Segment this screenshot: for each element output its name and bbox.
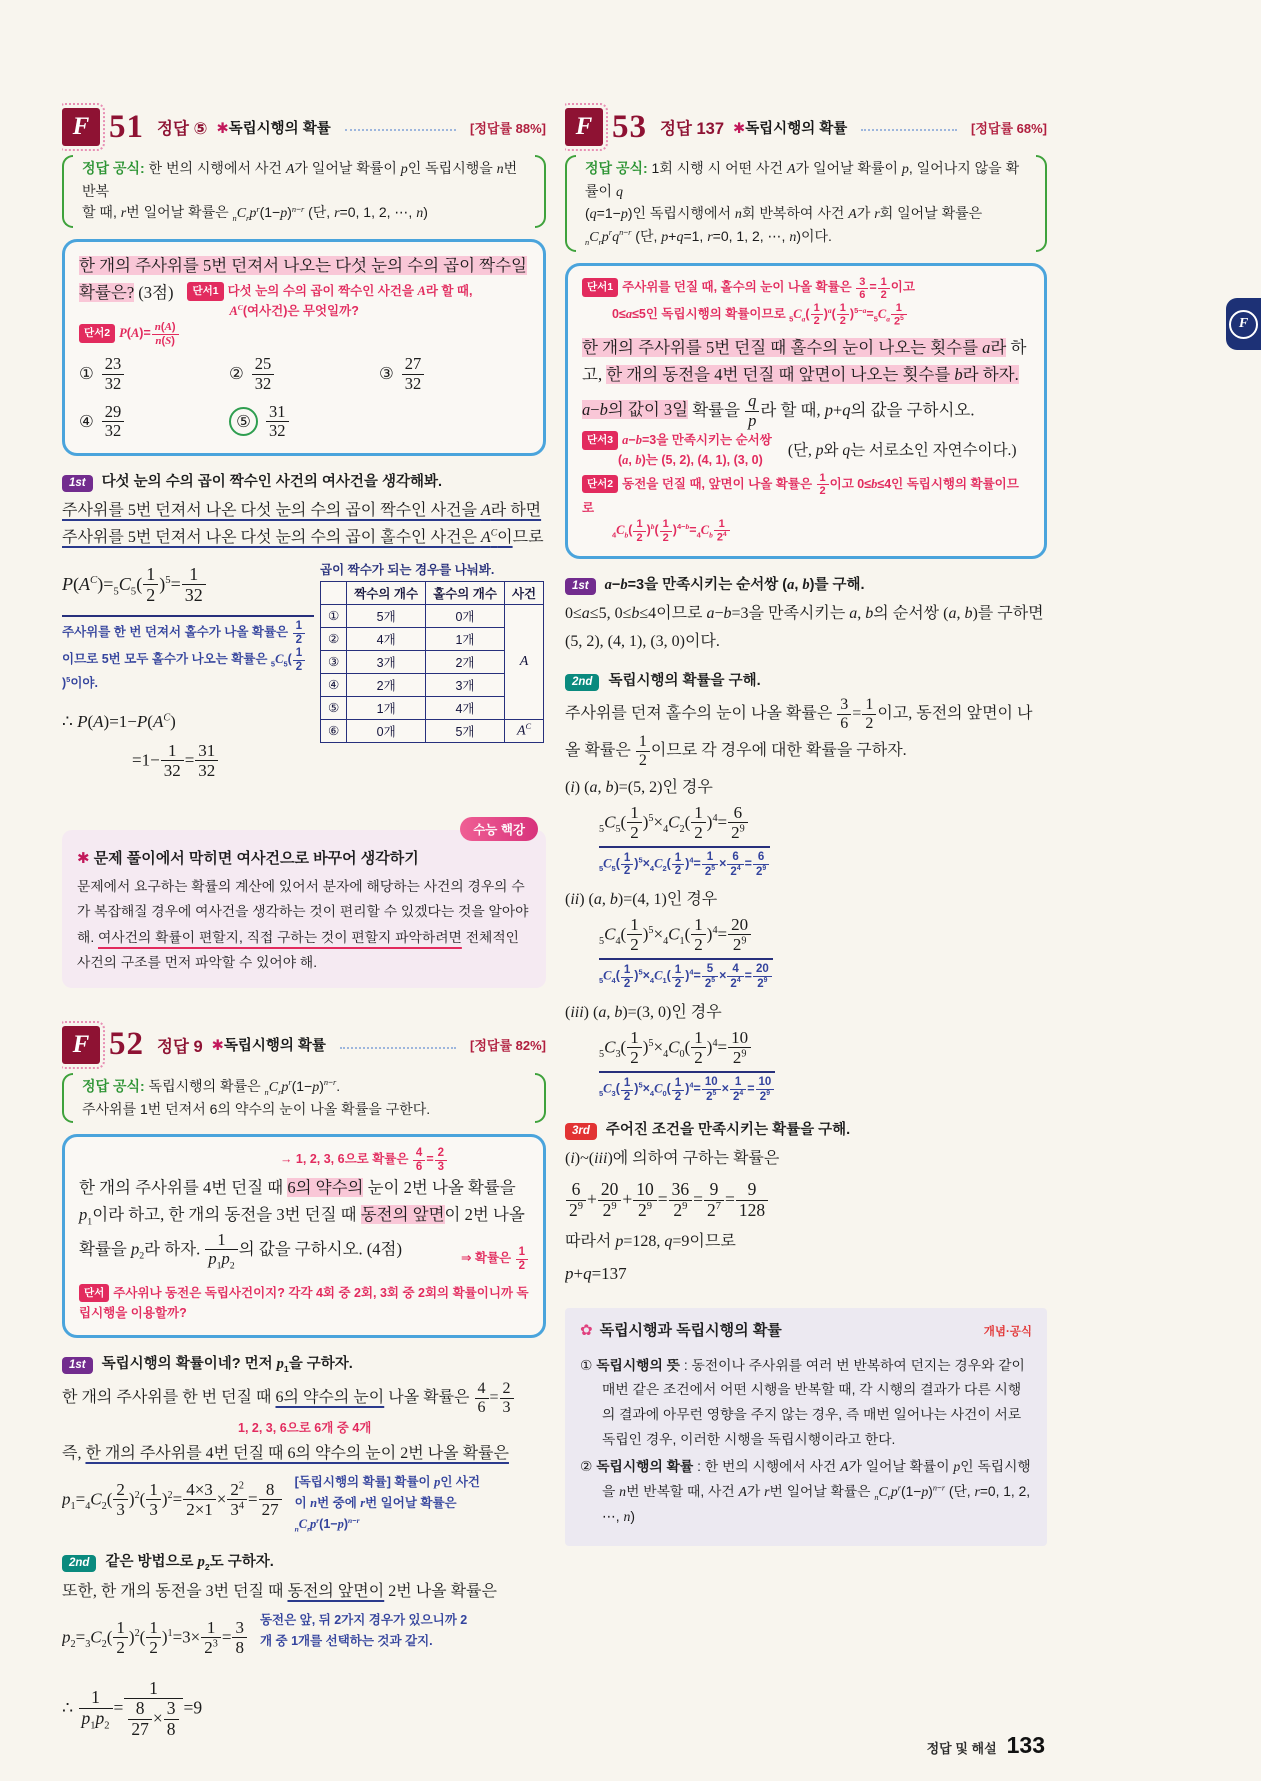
f52-problem-text: 한 개의 주사위를 4번 던질 때 6의 약수의 눈이 2번 나올 확률을 $p_1$이라 하고, 한 개의 동전을 3번 던질 때 동전의 앞면이 2번 나올 확률을 $p_2$라 하자. $\frac{1}{p_1p_2}$ 의 값을 구하시오. (4점) — [79, 1178, 525, 1272]
dotted-leader — [861, 129, 957, 131]
choice-4: ④ $\frac{29}{32}$ — [79, 403, 229, 441]
clue1-badge: 단서1 — [187, 282, 223, 301]
step2-badge: 2nd — [62, 1555, 96, 1572]
f51-note1: 주사위를 한 번 던져서 홀수가 나올 확률은 $\frac{1}{2}$ 이므로 5번 모두 홀수가 나오는 확률은 $_5C_5$( $\frac{1}{2}$ )$^5$이야. — [62, 615, 314, 695]
f52-topic: ✱독립시행의 확률 — [211, 1038, 326, 1055]
asterisk-icon: ✱ — [77, 849, 90, 867]
f53-step1-title: a−b=3을 만족시키는 순서쌍 (a, b)를 구해. — [604, 577, 865, 594]
f52-para2: 즉, 한 개의 주사위를 4번 던질 때 6의 약수의 눈이 2번 나올 확률은 — [62, 1445, 509, 1463]
table-row: ⑥ 0개 5개 $A^C$ — [321, 719, 544, 742]
f53-para2: 주사위를 던져 홀수의 눈이 나올 확률은 $\frac{3}{6}$ = $\frac{1}{2}$ 이고, 동전의 앞면이 나올 확률은 $\frac{1}{2}$ 이므로 각 경우에 대한 확률을 구하자. — [565, 696, 1033, 769]
f53-para1: 0≤a≤5, 0≤b≤4이므로 a−b=3을 만족시키는 a, b의 순서쌍 (a, b)를 구하면 (5, 2), (4, 1), (3, 0)이다. — [565, 605, 1044, 650]
f53-formula-line3: $_nC_rp^rq^{n-r}$ (단, p+q=1, r=0, 1, 2, ⋯, n)이다. — [585, 227, 832, 247]
asterisk-icon: ✱ — [733, 120, 746, 137]
f52-series-badge: F — [62, 1026, 100, 1064]
suneung-haekgang-box — [62, 822, 546, 988]
f51-math2b: =1− $\frac{1}{32}$ = $\frac{31}{32}$ — [132, 741, 314, 780]
right-column — [565, 0, 1047, 1781]
choice-1: ① $\frac{23}{32}$ — [79, 355, 229, 393]
f52-formula-line2: 주사위를 1번 던져서 6의 약수의 눈이 나올 확률을 구한다. — [82, 1100, 431, 1117]
concept-box — [565, 1308, 1047, 1547]
concept-items — [580, 1354, 1032, 1531]
f53-sum-math: $\frac{6}{2^9}$ + $\frac{20}{2^9}$ + $\frac{10}{2^9}$ = $\frac{36}{2^9}$ = $\frac{9}{2^7}$ = $\frac{9}{128}$ — [565, 1180, 1047, 1220]
footer-label: 정답 및 해설 — [926, 1741, 997, 1756]
clue3-badge: 단서3 — [582, 431, 618, 450]
f51-para1: 주사위를 5번 던져서 나온 다섯 눈의 수의 곱이 짝수인 사건을 A라 하면 주사위를 5번 던져서 나온 다섯 눈의 수의 곱이 홀수인 사건은 $A^C$이므로 — [62, 502, 544, 547]
f51-problem-line1: 한 개의 주사위를 5번 던져서 나오는 다섯 눈의 수의 곱이 짝수일 — [79, 256, 527, 276]
f52-math1: $p_1=_4C_2$( $\frac{2}{3}$ )$^2$( $\frac{1}{3}$ )$^2$= $\frac{4\times 3}{2\times 1}$ × $\frac{2^2}{3^4}$ = $\frac{8}{27}$ — [62, 1480, 283, 1519]
f51-middle — [62, 556, 546, 788]
haekgang-pill: 수능 핵강 — [460, 817, 538, 841]
f51-problem-box — [62, 239, 546, 456]
f51-table-caption: 곱이 짝수가 되는 경우를 나눠봐. — [320, 562, 495, 577]
f51-formula-line2: 할 때, r번 일어날 확률은 $_nC_rp^r(1-p)^{n-r}$ (단, r=0, 1, 2, ⋯, n) — [82, 203, 428, 224]
formula-label: 정답 공식: — [82, 160, 145, 176]
f52-clue: 단서 주사위나 동전은 독립사건이지? 각각 4회 중 2회, 3회 중 2회의 확률이니까 독립시행을 이용할까? — [79, 1285, 529, 1320]
f52-step1 — [62, 1354, 546, 1375]
concept-header — [580, 1319, 1032, 1340]
f52-note2: 동전은 앞, 뒤 2가지 경우가 있으니까 2개 중 1개를 선택하는 것과 같지. — [259, 1612, 468, 1648]
f52-math2: $p_2=_3C_2$( $\frac{1}{2}$ )$^2$( $\frac{1}{2}$ )$^1$=3× $\frac{1}{2^3}$ = $\frac{3}{8}$ — [62, 1618, 248, 1657]
f53-case-1: (i) (a, b)=(5, 2)인 경우 $_5C_5$( $\frac{1}{2}$ )$^5\times_4C_2$( $\frac{1}{2}$ )$^4$= $\frac{6}{2^9}$ $_5C_5$( $\frac{1}{2}$ )$^5\times_4C_2$( $\frac{1}{2}$ )$^4$= $\frac{1}{2^5}$ × $\frac{6}{2^4}$ = $\frac{6}{2^9}$ — [565, 774, 1047, 879]
f51-math2a: ∴ $P(A)=1-P(A^C)$ — [62, 711, 176, 731]
page-footer — [927, 1732, 1045, 1759]
f52-answer: 정답 9 — [157, 1037, 203, 1056]
event-a-cell: A — [504, 604, 543, 719]
f53-formula-line2: (q=1−p)인 독립시행에서 n회 반복하여 사건 A가 r회 일어날 확률은 — [585, 205, 983, 223]
asterisk-icon: ✱ — [216, 120, 229, 137]
f52-answer-rate: [정답률 82%] — [470, 1038, 546, 1054]
dotted-leader — [340, 1047, 456, 1049]
f53-answer: 정답 137 — [660, 120, 725, 138]
step1-badge: 1st — [62, 475, 93, 492]
side-tab — [1226, 298, 1261, 350]
f51-step1 — [62, 472, 546, 492]
step2-badge: 2nd — [565, 674, 599, 691]
f53-step2-title: 독립시행의 확률을 구해. — [608, 672, 761, 689]
f53-formula-box — [565, 155, 1047, 252]
f52-step2-title: 같은 방법으로 $p_2$도 구하자. — [105, 1554, 274, 1573]
f51-clue2: 단서2 P(A)= $\frac{n(A)}{n(S)}$ — [79, 321, 529, 347]
concept-tag: 개념·공식 — [983, 1325, 1032, 1338]
step1-badge: 1st — [565, 578, 596, 595]
f51-choices — [79, 355, 529, 441]
clue2-badge: 단서2 — [582, 475, 618, 494]
table-row: ② 4개 1개 — [321, 627, 544, 650]
f51-series-badge: F — [62, 108, 100, 146]
left-column — [62, 0, 546, 1781]
f52-math3: ∴ $\frac{1}{p_1p_2}$ = 1 $\frac{8}{27}$ × $\frac{3}{8}$ =9 — [62, 1677, 203, 1739]
f52-problem-box — [62, 1134, 546, 1337]
f53-clue2: 단서2 동전을 던질 때, 앞면이 나올 확률은 $\frac{1}{2}$ 이고 0≤b≤4인 독립시행의 확률이므로 $_4C_b$( $\frac{1}{2}$ )$^b$( $\frac{1}{2}$ )$^{4-b}=_4C_b$ $\frac{1}{2^4}$ — [582, 472, 1019, 544]
haekgang-body: 문제에서 요구하는 확률의 계산에 있어서 분자에 해당하는 사건의 경우의 수가 복잡해질 경우에 여사건을 생각하는 것이 편리할 수 있겠다는 것을 알아야 해. 여사건의 확률이 편할지, 직접 구하는 것이 편할지 파악하려면 전체적인 사건의 구조를 먼저 파악할 수 있어야 해. — [77, 878, 529, 971]
choice-3: ③ $\frac{27}{32}$ — [379, 355, 529, 393]
f52-formula-box — [62, 1073, 546, 1124]
event-ac-cell: $A^C$ — [504, 719, 543, 742]
f53-clue1: 단서1 주사위를 던질 때, 홀수의 눈이 나올 확률은 $\frac{3}{6}$ = $\frac{1}{2}$ 이고 0≤a≤5인 독립시행의 확률이므로 $_5C_a$( $\frac{1}{2}$ )$^a$( $\frac{1}{2}$ )$^{5-a}=_5C_a$ $\frac{1}{2^5}$ — [582, 276, 1030, 328]
section-f51 — [62, 108, 546, 988]
f52-step1-title: 독립시행의 확률이네? 먼저 $p_1$을 구하자. — [101, 1355, 353, 1374]
f53-case-2: (ii) (a, b)=(4, 1)인 경우 $_5C_4$( $\frac{1}{2}$ )$^5\times_4C_1$( $\frac{1}{2}$ )$^4$= $\frac{20}{2^9}$ $_5C_4$( $\frac{1}{2}$ )$^5\times_4C_1$( $\frac{1}{2}$ )$^4$= $\frac{5}{2^5}$ × $\frac{4}{2^4}$ = $\frac{20}{2^9}$ — [565, 886, 1047, 991]
f53-clue3: 단서3 a−b=3을 만족시키는 순서쌍 (a, b)는 (5, 2), (4, 1), (3, 0) — [582, 430, 772, 470]
f53-step2 — [565, 671, 1047, 691]
f53-problem-text1: 한 개의 주사위를 5번 던질 때 홀수의 눈이 나오는 횟수를 a라 하 — [582, 337, 1027, 357]
step3-badge: 3rd — [565, 1123, 597, 1140]
side-tab-letter: F — [1229, 310, 1258, 339]
f53-problem-box — [565, 263, 1047, 559]
clue-badge: 단서 — [79, 1284, 109, 1303]
f53-answer-rate: [정답률 68%] — [971, 120, 1047, 136]
f52-math2-row — [62, 1610, 546, 1665]
f52-annotation1: → 1, 2, 3, 6으로 확률은 $\frac{4}{6}$ = $\frac{2}{3}$ — [199, 1147, 529, 1174]
f53-step1 — [565, 575, 1047, 595]
concept-item-2: ② 독립시행의 확률 : 한 번의 시행에서 사건 A가 일어날 확률이 p인 독립시행을 n번 반복할 때, 사건 A가 r번 일어날 확률은 $_nC_rp^r(1-p)^{n-r}$ (단, r=0, 1, 2, ⋯, n) — [580, 1458, 1031, 1525]
f52-formula-line1: 독립시행의 확률은 $_nC_rp^r(1-p)^{n-r}$. — [148, 1077, 341, 1097]
f52-annotation2: ⇒ 확률은 $\frac{1}{2}$ — [79, 1246, 529, 1273]
green-bracket-right — [535, 1073, 546, 1124]
f53-step3 — [565, 1120, 1047, 1140]
f52-note1: [독립시행의 확률] 확률이 p인 사건이 n번 중에 r번 일어날 확률은 $_nC_rp^r(1-p)^{n-r}$ — [294, 1474, 481, 1534]
table-row: ④ 2개 3개 — [321, 673, 544, 696]
section-f52 — [62, 1026, 546, 1740]
f52-para1: 한 개의 주사위를 한 번 던질 때 6의 약수의 눈이 나올 확률은 $\frac{4}{6}$ = $\frac{2}{3}$ — [62, 1380, 546, 1417]
choice-2: ② $\frac{25}{32}$ — [229, 355, 379, 393]
f51-case-table-wrap — [320, 556, 544, 788]
green-bracket-right — [1036, 155, 1047, 252]
concept-item-1: ① 독립시행의 뜻 : 동전이나 주사위를 여러 번 반복하여 던지는 경우와 같이 매번 같은 조건에서 어떤 시행을 반복할 때, 각 시행의 결과가 다른 시행의 결과에 아무런 영향을 주지 않는 경우, 즉 매번 일어나는 사건이 서로 독립인 경우, 이러한 시행을 독립시행이라고 한다. — [580, 1357, 1025, 1448]
flower-icon: ✿ — [580, 1321, 593, 1339]
green-bracket-left — [62, 155, 73, 228]
formula-label: 정답 공식: — [585, 160, 648, 176]
f51-step1-title: 다섯 눈의 수의 곱이 짝수인 사건의 여사건을 생각해봐. — [101, 473, 443, 490]
f51-formula-box — [62, 155, 546, 228]
f52-para1-note: 1, 2, 3, 6으로 6개 중 4개 — [238, 1421, 372, 1436]
f51-answer-rate: [정답률 88%] — [470, 120, 546, 136]
clue2-badge: 단서2 — [79, 324, 115, 343]
f51-math1: $P(A^C)=_5C_5$( $\frac{1}{2}$ )$^5$= $\frac{1}{32}$ — [62, 564, 314, 605]
green-bracket-left — [565, 155, 576, 252]
haekgang-title: ✱ 문제 풀이에서 막히면 여사건으로 바꾸어 생각하기 — [77, 849, 419, 867]
f53-para4: 따라서 p=128, q=9이므로 — [565, 1233, 736, 1251]
page-number: 133 — [1006, 1732, 1045, 1758]
f53-number: 53 — [612, 108, 647, 145]
choice-5-selected: ⑤ $\frac{31}{32}$ — [229, 403, 379, 441]
f53-topic: ✱독립시행의 확률 — [733, 120, 848, 137]
f53-step3-title: 주어진 조건을 만족시키는 확률을 구해. — [605, 1121, 851, 1138]
f51-topic: ✱독립시행의 확률 — [216, 120, 331, 137]
table-row: ⑤ 1개 4개 — [321, 696, 544, 719]
green-bracket-left — [62, 1073, 73, 1124]
f53-final: p+q=137 — [565, 1264, 627, 1284]
f52-step2 — [62, 1552, 546, 1573]
f53-problem-text2: 고, 한 개의 동전을 4번 던질 때 앞면이 나오는 횟수를 b라 하자. — [582, 365, 1019, 384]
asterisk-icon: ✱ — [211, 1038, 224, 1055]
f52-math1-row — [62, 1472, 546, 1537]
f51-header — [62, 108, 546, 146]
section-f53 — [565, 108, 1047, 1546]
f51-problem-line2: 확률은? (3점) — [79, 283, 174, 303]
f51-formula-line1: 한 번의 시행에서 사건 A가 일어날 확률이 p인 독립시행을 n번 반복 — [82, 160, 518, 199]
f53-problem-text3: a−b의 값이 3일 확률을 $\frac{q}{p}$ 라 할 때, p+q의 값을 구하시오. — [582, 391, 975, 430]
f51-number: 51 — [109, 108, 144, 145]
table-row: ③ 3개 2개 — [321, 650, 544, 673]
f53-header — [565, 108, 1047, 146]
formula-label: 정답 공식: — [82, 1077, 145, 1094]
f53-case-3: (iii) (a, b)=(3, 0)인 경우 $_5C_3$( $\frac{1}{2}$ )$^5\times_4C_0$( $\frac{1}{2}$ )$^4$= $\frac{10}{2^9}$ $_5C_3$( $\frac{1}{2}$ )$^5\times_4C_0$( $\frac{1}{2}$ )$^4$= $\frac{10}{2^5}$ × $\frac{1}{2^4}$ = $\frac{10}{2^9}$ — [565, 999, 1047, 1104]
f51-answer: 정답 ⑤ — [157, 120, 208, 138]
f52-header — [62, 1026, 546, 1064]
f53-series-badge: F — [565, 108, 603, 146]
green-bracket-right — [535, 155, 546, 228]
dotted-leader — [345, 129, 456, 131]
clue1-badge: 단서1 — [582, 278, 618, 297]
table-row: ① 5개 0개 A — [321, 604, 544, 627]
f52-number: 52 — [109, 1026, 144, 1063]
concept-title: 독립시행과 독립시행의 확률 — [599, 1321, 782, 1339]
step1-badge: 1st — [62, 1357, 93, 1374]
f52-para3: 또한, 한 개의 동전을 3번 던질 때 동전의 앞면이 2번 나올 확률은 — [62, 1583, 497, 1601]
f53-para3: (i)~(iii)에 의하여 구하는 확률은 — [565, 1149, 780, 1167]
f53-formula-line1: 1회 시행 시 어떤 사건 A가 일어날 확률이 p, 일어나지 않을 확률이 q — [585, 160, 1020, 200]
f51-clue1: 단서1 다섯 눈의 수의 곱이 짝수인 사건을 A라 할 때, $A^C$(여사건)은 무엇일까? — [187, 281, 472, 321]
f51-case-table: 짝수의 개수 홀수의 개수 사건 ① 5개 0개 A ② 4개 1개 ③ 3개 2개 ④ 2개 3개 ⑤ 1개 4개 ⑥ 0개 5개 $A^C$ — [320, 581, 544, 743]
f53-condition: (단, p와 q는 서로소인 자연수이다.) — [787, 442, 1017, 460]
